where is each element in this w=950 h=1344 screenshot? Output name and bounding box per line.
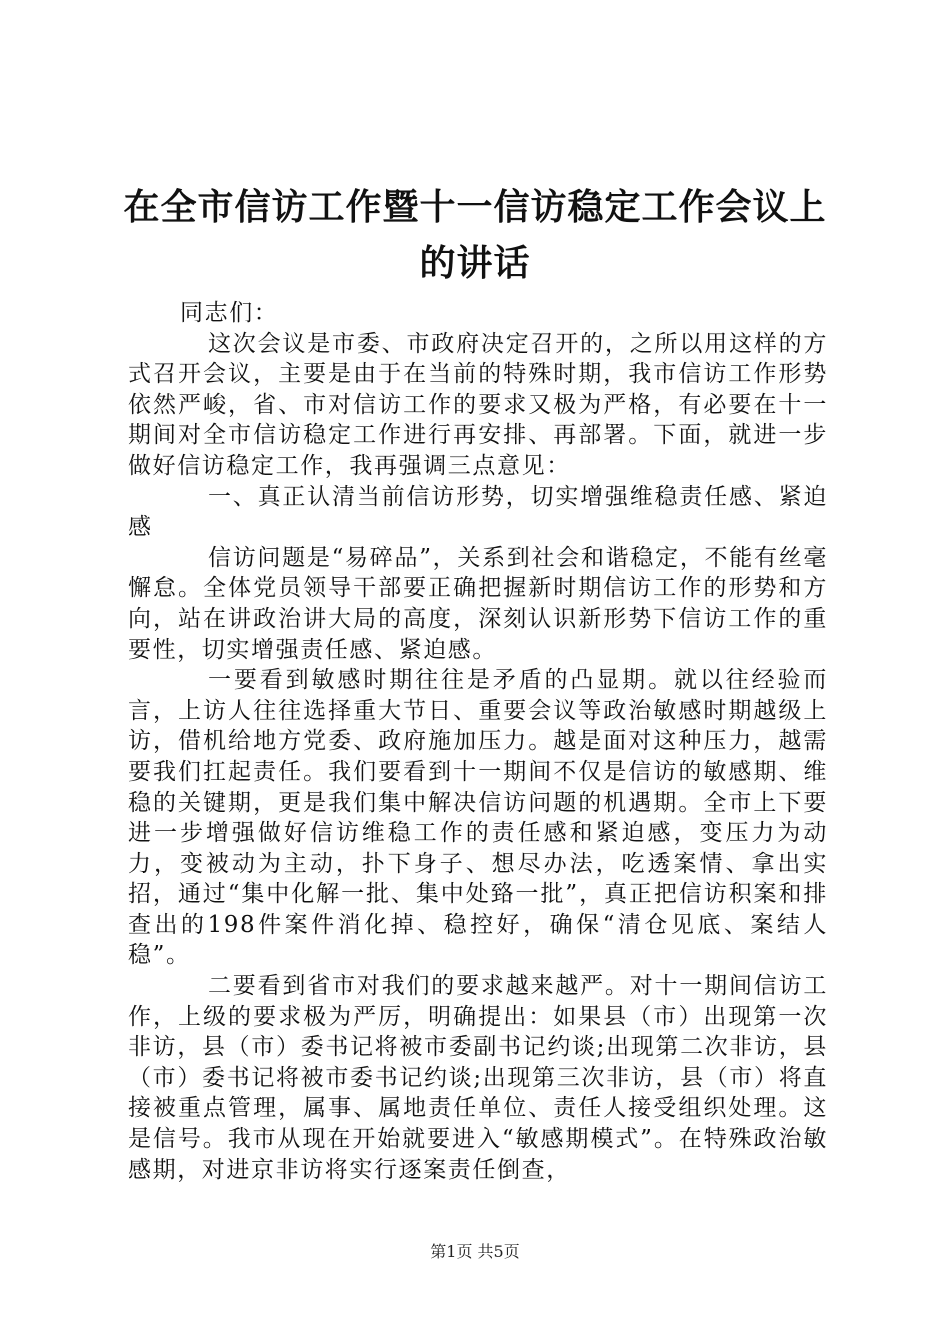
salutation: 同志们：	[180, 300, 279, 326]
paragraph-point-two: 二要看到省市对我们的要求越来越严。对十一期间信访工作，上级的要求极为严厉，明确提出：如果县（市）出现第一次非访，县（市）委书记将被市委副书记约谈;出现第二次非访，县（市）委书记将被市委书记约谈;出现第三次非访，县（市）将直接被重点管理，属事、属地责任单位、责任人接受组织处理。这是信号。我市从现在开始就要进入“敏感期模式”。在特殊政治敏感期，对进京非访将实行逐案责任倒查，	[128, 973, 828, 1183]
paragraph-fragile: 信访问题是“易碎品”，关系到社会和谐稳定，不能有丝毫懈怠。全体党员领导干部要正确把握新时期信访工作的形势和方向，站在讲政治讲大局的高度，深刻认识新形势下信访工作的重要性，切实增强责任感、紧迫感。	[128, 544, 828, 663]
document-title: 在全市信访工作暨十一信访稳定工作会议上的讲话	[123, 187, 827, 284]
section-heading-1: 一、真正认清当前信访形势，切实增强维稳责任感、紧迫感	[128, 483, 828, 541]
document-body	[128, 298, 828, 1185]
paragraph-intro: 这次会议是市委、市政府决定召开的，之所以用这样的方式召开会议，主要是由于在当前的特殊时期，我市信访工作形势依然严峻，省、市对信访工作的要求又极为严格，有必要在十一期间对全市信访稳定工作进行再安排、再部署。下面，就进一步做好信访稳定工作，我再强调三点意见：	[128, 330, 828, 479]
paragraph-point-one: 一要看到敏感时期往往是矛盾的凸显期。就以往经验而言，上访人往往选择重大节日、重要会议等政治敏感时期越级上访，借机给地方党委、政府施加压力。越是面对这种压力，越需要我们扛起责任。我们要看到十一期间不仅是信访的敏感期、维稳的关键期，更是我们集中解决信访问题的机遇期。全市上下要进一步增强做好信访维稳工作的责任感和紧迫感，变压力为动力，变被动为主动，扑下身子、想尽办法，吃透案情、拿出实招，通过“集中化解一批、集中处臵一批”，真正把信访积案和排查出的198件案件消化掉、稳控好，确保“清仓见底、案结人稳”。	[128, 667, 828, 969]
page-footer: 第1页 共5页	[430, 1242, 520, 1261]
